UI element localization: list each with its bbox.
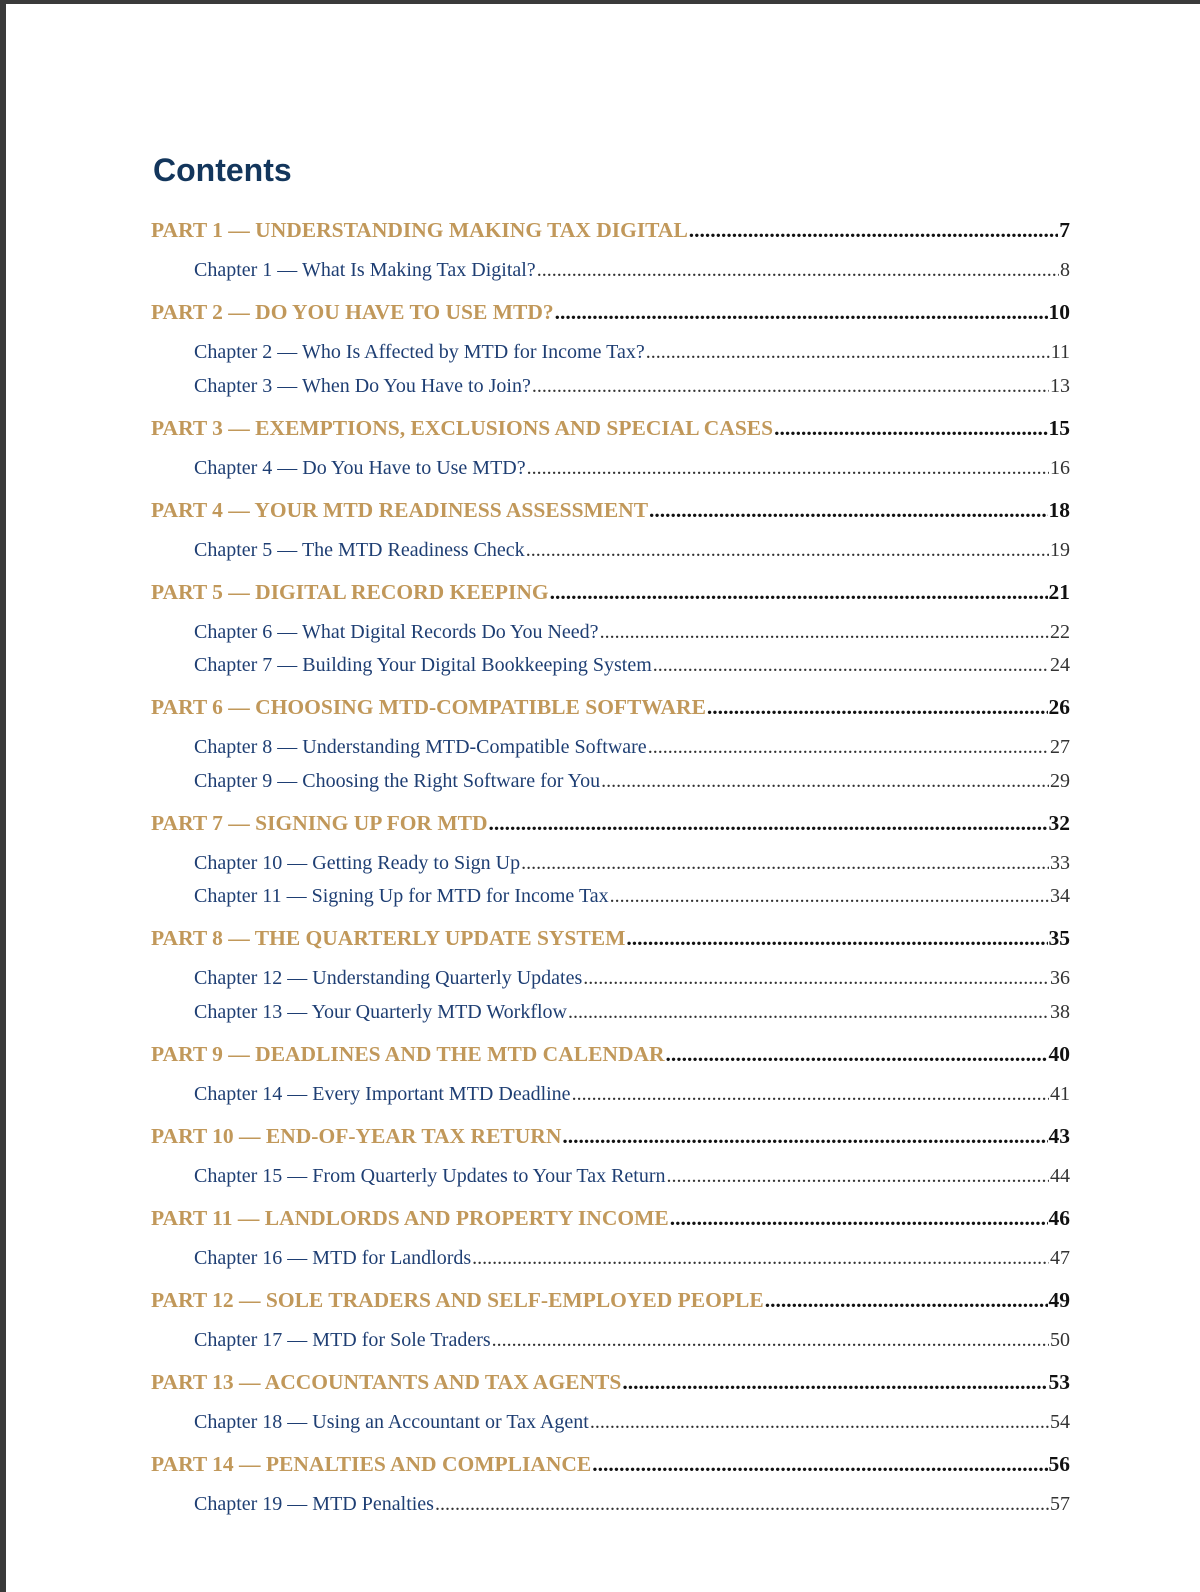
toc-chapter-entry[interactable]	[194, 967, 1070, 990]
dot-leader	[774, 416, 1047, 441]
page-number: 21	[1048, 579, 1070, 604]
page-number: 35	[1048, 926, 1070, 950]
chapter-title: Chapter 5 — The MTD Readiness Check	[194, 538, 525, 561]
toc-part-entry[interactable]	[151, 1206, 1070, 1231]
page-number: 47	[1050, 1246, 1070, 1269]
dot-leader	[550, 580, 1048, 605]
toc-part-entry[interactable]	[151, 1042, 1070, 1067]
page-number: 13	[1050, 374, 1070, 397]
toc-part-entry[interactable]	[151, 416, 1070, 441]
toc-chapter-entry[interactable]	[194, 1411, 1070, 1434]
toc-chapter-entry[interactable]	[194, 885, 1070, 908]
page-number: 27	[1050, 736, 1070, 758]
part-title: PART 2 — DO YOU HAVE TO USE MTD?	[151, 300, 554, 324]
page-number: 26	[1048, 695, 1070, 719]
part-title: PART 4 — YOUR MTD READINESS ASSESSMENT	[151, 497, 649, 522]
dot-leader	[666, 1042, 1048, 1067]
document-page	[6, 4, 1200, 1592]
part-title: PART 5 — DIGITAL RECORD KEEPING	[151, 579, 549, 604]
dot-leader	[626, 926, 1047, 951]
chapter-title: Chapter 19 — MTD Penalties	[194, 1492, 434, 1515]
page-number: 41	[1050, 1082, 1070, 1105]
page-number: 10	[1048, 300, 1070, 324]
page-number: 49	[1048, 1287, 1070, 1312]
page-number: 32	[1048, 810, 1070, 835]
part-title: PART 14 — PENALTIES AND COMPLIANCE	[151, 1451, 592, 1476]
dot-leader	[527, 457, 1049, 480]
page-number: 15	[1048, 415, 1070, 440]
toc-chapter-entry[interactable]	[194, 341, 1070, 364]
table-of-contents	[6, 4, 1200, 1592]
toc-part-entry[interactable]	[151, 1452, 1070, 1477]
dot-leader	[472, 1247, 1049, 1270]
dot-leader	[601, 770, 1049, 793]
toc-chapter-entry[interactable]	[194, 457, 1070, 480]
dot-leader	[555, 300, 1048, 325]
toc-chapter-entry[interactable]	[194, 1001, 1070, 1024]
toc-part-entry[interactable]	[151, 498, 1070, 523]
dot-leader	[521, 852, 1049, 875]
chapter-title: Chapter 13 — Your Quarterly MTD Workflow	[194, 1000, 567, 1023]
page-number: 29	[1050, 769, 1070, 792]
toc-part-entry[interactable]	[151, 580, 1070, 605]
toc-chapter-entry[interactable]	[194, 259, 1070, 282]
chapter-title: Chapter 6 — What Digital Records Do You Need?	[194, 620, 599, 643]
chapter-title: Chapter 10 — Getting Ready to Sign Up	[194, 851, 521, 874]
toc-chapter-entry[interactable]	[194, 654, 1070, 677]
chapter-title: Chapter 12 — Understanding Quarterly Updates	[194, 967, 583, 989]
dot-leader	[583, 967, 1049, 990]
chapter-title: Chapter 16 — MTD for Landlords	[194, 1246, 472, 1269]
page-number: 18	[1048, 497, 1070, 522]
toc-part-entry[interactable]	[151, 300, 1070, 325]
page-number: 40	[1048, 1041, 1070, 1066]
page-number: 11	[1050, 341, 1070, 363]
toc-part-entry[interactable]	[151, 695, 1070, 720]
page-number: 46	[1048, 1205, 1070, 1230]
chapter-title: Chapter 15 — From Quarterly Updates to Your Tax Return	[194, 1164, 666, 1187]
page-number: 19	[1050, 538, 1070, 561]
dot-leader	[526, 539, 1049, 562]
toc-chapter-entry[interactable]	[194, 736, 1070, 759]
part-title: PART 9 — DEADLINES AND THE MTD CALENDAR	[151, 1041, 665, 1066]
toc-part-entry[interactable]	[151, 1288, 1070, 1313]
dot-leader	[590, 1411, 1049, 1434]
dot-leader	[610, 885, 1049, 908]
toc-part-entry[interactable]	[151, 1124, 1070, 1149]
dot-leader	[646, 341, 1050, 364]
part-title: PART 7 — SIGNING UP FOR MTD	[151, 810, 488, 835]
toc-part-entry[interactable]	[151, 811, 1070, 836]
dot-leader	[670, 1206, 1048, 1231]
dot-leader	[532, 375, 1049, 398]
dot-leader	[689, 218, 1058, 243]
page-number: 24	[1050, 654, 1070, 676]
page-number: 38	[1050, 1000, 1070, 1023]
toc-chapter-entry[interactable]	[194, 1165, 1070, 1188]
dot-leader	[572, 1083, 1049, 1106]
page-number: 43	[1048, 1123, 1070, 1148]
part-title: PART 12 — SOLE TRADERS AND SELF-EMPLOYED PEOPLE	[151, 1287, 764, 1312]
part-title: PART 6 — CHOOSING MTD-COMPATIBLE SOFTWARE	[151, 695, 706, 719]
page-number: 8	[1060, 259, 1070, 281]
chapter-title: Chapter 14 — Every Important MTD Deadline	[194, 1082, 571, 1105]
page-number: 53	[1048, 1369, 1070, 1394]
chapter-title: Chapter 9 — Choosing the Right Software for You	[194, 769, 601, 792]
toc-chapter-entry[interactable]	[194, 1083, 1070, 1106]
toc-part-entry[interactable]	[151, 926, 1070, 951]
dot-leader	[562, 1124, 1047, 1149]
dot-leader	[667, 1165, 1049, 1188]
chapter-title: Chapter 8 — Understanding MTD-Compatible Software	[194, 736, 647, 758]
toc-part-entry[interactable]	[151, 218, 1070, 243]
toc-chapter-entry[interactable]	[194, 1493, 1070, 1516]
dot-leader	[648, 736, 1049, 759]
page-number: 16	[1050, 456, 1070, 479]
toc-chapter-entry[interactable]	[194, 770, 1070, 793]
toc-chapter-entry[interactable]	[194, 375, 1070, 398]
page-number: 50	[1050, 1328, 1070, 1351]
chapter-title: Chapter 7 — Building Your Digital Bookkeeping System	[194, 654, 652, 676]
toc-chapter-entry[interactable]	[194, 539, 1070, 562]
page-title: Contents	[153, 152, 292, 188]
dot-leader	[489, 811, 1048, 836]
page-number: 7	[1059, 218, 1070, 242]
page-number: 36	[1050, 967, 1070, 989]
page-number: 33	[1050, 851, 1070, 874]
toc-part-entry[interactable]	[151, 1370, 1070, 1395]
toc-chapter-entry[interactable]	[194, 621, 1070, 644]
toc-chapter-entry[interactable]	[194, 852, 1070, 875]
dot-leader	[707, 695, 1048, 720]
part-title: PART 1 — UNDERSTANDING MAKING TAX DIGITAL	[151, 218, 688, 242]
dot-leader	[765, 1288, 1048, 1313]
chapter-title: Chapter 3 — When Do You Have to Join?	[194, 374, 531, 397]
page-number: 56	[1048, 1451, 1070, 1476]
page-number: 54	[1050, 1410, 1070, 1433]
part-title: PART 11 — LANDLORDS AND PROPERTY INCOME	[151, 1205, 669, 1230]
page-number: 34	[1050, 885, 1070, 907]
dot-leader	[600, 621, 1049, 644]
dot-leader	[653, 654, 1049, 677]
chapter-title: Chapter 11 — Signing Up for MTD for Income Tax	[194, 885, 609, 907]
chapter-title: Chapter 1 — What Is Making Tax Digital?	[194, 259, 536, 281]
part-title: PART 8 — THE QUARTERLY UPDATE SYSTEM	[151, 926, 626, 950]
dot-leader	[435, 1493, 1049, 1516]
chapter-title: Chapter 18 — Using an Accountant or Tax Agent	[194, 1410, 589, 1433]
page-number: 22	[1050, 620, 1070, 643]
dot-leader	[622, 1370, 1047, 1395]
toc-chapter-entry[interactable]	[194, 1329, 1070, 1352]
part-title: PART 10 — END-OF-YEAR TAX RETURN	[151, 1123, 562, 1148]
toc-chapter-entry[interactable]	[194, 1247, 1070, 1270]
part-title: PART 3 — EXEMPTIONS, EXCLUSIONS AND SPECIAL CASES	[151, 415, 774, 440]
part-title: PART 13 — ACCOUNTANTS AND TAX AGENTS	[151, 1369, 622, 1394]
dot-leader	[537, 259, 1059, 282]
page-number: 44	[1050, 1164, 1070, 1187]
dot-leader	[592, 1452, 1047, 1477]
chapter-title: Chapter 4 — Do You Have to Use MTD?	[194, 456, 526, 479]
dot-leader	[568, 1001, 1049, 1024]
chapter-title: Chapter 2 — Who Is Affected by MTD for Income Tax?	[194, 341, 645, 363]
dot-leader	[492, 1329, 1049, 1352]
dot-leader	[649, 498, 1047, 523]
chapter-title: Chapter 17 — MTD for Sole Traders	[194, 1328, 491, 1351]
page-number: 57	[1050, 1492, 1070, 1515]
